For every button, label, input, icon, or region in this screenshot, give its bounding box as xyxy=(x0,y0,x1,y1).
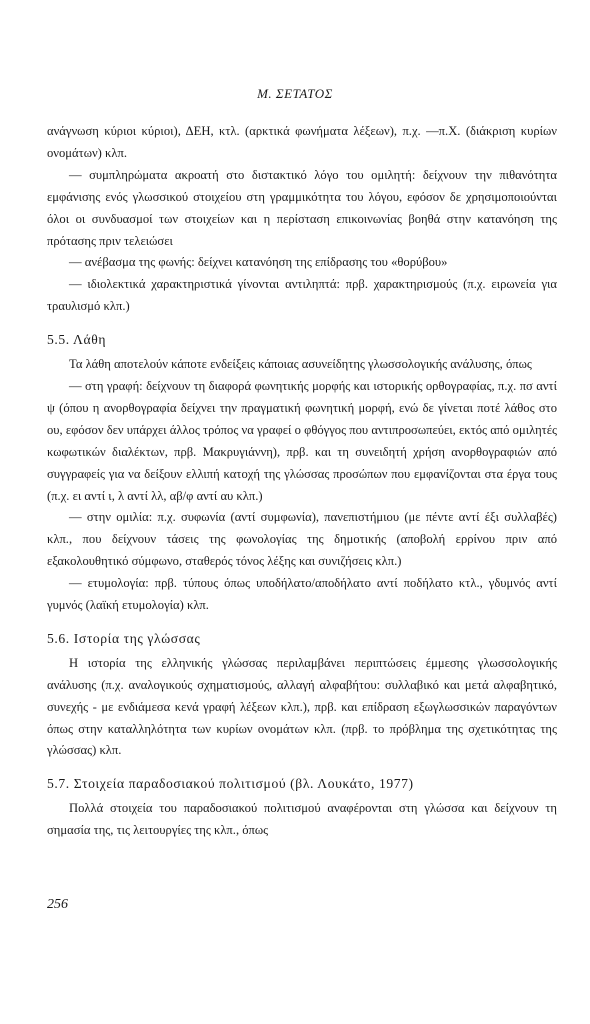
list-item-listener-completions: — συμπληρώματα ακροατή στο διστακτικό λόγο του ομιλητή: δείχνουν την πιθανότητα εμφάνισης ενός γλωσσικού στοιχείου στη γραμμικότητα του λόγου, εφόσον δε χρησιμοποιούνται όλοι οι συνδυασμοί των στοιχείων και η περίσταση επικοινωνίας βοηθά στην κατανόηση της πρότασης πριν τελειώσει xyxy=(47,167,557,248)
section-5-6-paragraph: Η ιστορία της ελληνικής γλώσσας περιλαμβάνει περιπτώσεις έμμεσης γλωσσολογικής ανάλυσης (π.χ. αναλογικούς σχηματισμούς, αλλαγή αλφαβήτου: συλλαβικό και μετά αλφαβητικό, συνεχής - με ενδιάμεσα κενά γραφή λέξεων κλπ.), πρβ. και επίδραση εξωγλωσσικών παραγόντων όπως στην καταλληλότητα των κυρίων ονομάτων κλπ. (πρβ. το πρόβλημα της σχετικότητας της γλώσσας) κλπ. xyxy=(47,655,557,758)
list-item-etymology: — ετυμολογία: πρβ. τύπους όπως υποδήλατο/αποδήλατο αντί ποδήλατο κτλ., γδυμνός αντί γυμνός (λαϊκή ετυμολογία) κλπ. xyxy=(47,576,557,613)
section-5-7-paragraph: Πολλά στοιχεία του παραδοσιακού πολιτισμού αναφέρονται στη γλώσσα και δείχνουν τη σημασία της, τις λειτουργίες της κλπ., όπως xyxy=(47,801,557,838)
list-item-writing: — στη γραφή: δείχνουν τη διαφορά φωνητικής μορφής και ιστορικής ορθογραφίας, π.χ. πσ αντί ψ (όπου η ανορθογραφία δείχνει την πραγματική φωνητική μορφή, ενώ δε γίνεται ποτέ λάθος στο ου, εφόσον δεν υπάρχει άλλος τρόπος να γραφεί ο φθόγγος που αντιπροσωπεύει, εκτός από ομιλητές κωφωτικών διαλέκτων, πρβ. Μακρυγιάννη), πρβ. και τη συνειδητή χρήση ανορθογραφιών από συγγραφείς για να δείξουν ελλιπή κατοχή της γλώσσας προσώπων που εμφανίζονται στα έργα τους (π.χ. ει αντί ι, λ αντί λλ, αβ/φ αντί αυ κλπ.) xyxy=(47,378,557,503)
section-heading-5-7: 5.7. Στοιχεία παραδοσιακού πολιτισμού (βλ. Λουκάτο, 1977) xyxy=(47,776,414,792)
page-number: 256 xyxy=(47,897,68,912)
body-text xyxy=(47,121,557,842)
section-heading-5-6: 5.6. Ιστορία της γλώσσας xyxy=(47,630,201,646)
list-item-idiolect: — ιδιολεκτικά χαρακτηριστικά γίνονται αντιληπτά: πρβ. χαρακτηρισμούς (π.χ. ειρωνεία για τραυλισμό κλπ.) xyxy=(47,277,557,314)
list-item-voice-raising: — ανέβασμα της φωνής: δείχνει κατανόηση της επίδρασης του «θορύβου» xyxy=(69,255,448,270)
section-5-5-intro: Τα λάθη αποτελούν κάποτε ενδείξεις κάποιας ασυνείδητης γλωσσολογικής ανάλυσης, όπως xyxy=(69,357,532,372)
running-head: Μ. ΣΕΤΑΤΟΣ xyxy=(257,86,333,101)
section-heading-5-5: 5.5. Λάθη xyxy=(47,332,107,348)
paragraph-continuation: ανάγνωση κύριοι κύριοι), ΔΕΗ, κτλ. (αρκτικά φωνήματα λέξεων), π.χ. —π.Χ. (διάκριση κυρίων ονομάτων) κλπ. xyxy=(47,124,557,160)
list-item-speech: — στην ομιλία: π.χ. συφωνία (αντί συμφωνία), πανεπιστήμιου (με πέντε αντί έξι συλλαβές) κλπ., που δείχνουν τάσεις της φωνολογίας της δημοτικής (αποβολή ερρίνου πριν από εξακολουθητικό σύμφωνο, σταθερός τόνος λέξης και συνιζήσεις κλπ.) xyxy=(47,510,557,569)
